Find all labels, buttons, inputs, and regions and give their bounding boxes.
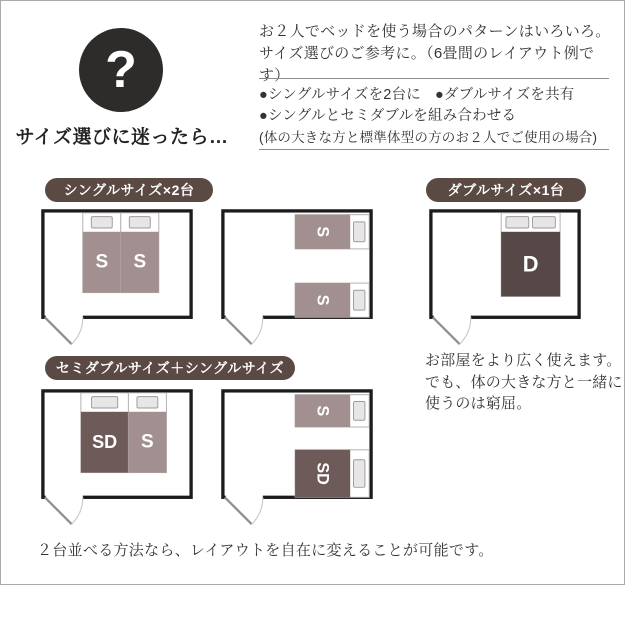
door-leaf (225, 497, 252, 524)
guide-title: サイズ選びに迷ったら… (15, 127, 229, 148)
double-note-line-2: でも、体の大きな方と一緒に (425, 373, 623, 391)
question-mark-icon (79, 28, 163, 112)
intro-line-1: お２人でベッドを使う場合のパターンはいろいろ。 (259, 23, 611, 40)
pillow (137, 397, 158, 408)
bed-single (121, 213, 159, 293)
pillow (354, 222, 365, 242)
door-leaf (45, 497, 72, 524)
pillow (354, 460, 365, 488)
double-note-line-3: 使うのは窮屈。 (425, 395, 532, 412)
divider-top (259, 78, 609, 79)
room-floorplan (429, 209, 581, 352)
door-swing-arc (72, 317, 83, 344)
bullet-double-share: ●ダブルサイズを共有 (434, 87, 575, 103)
pillow (506, 217, 529, 228)
double-size-note (425, 350, 625, 415)
bullet-single-x2: ●シングルサイズを2台に (259, 87, 421, 103)
pillow (354, 290, 365, 310)
room-floorplan (221, 389, 373, 532)
bed-single (295, 395, 369, 427)
bed-label: S (141, 431, 154, 453)
door-swing-arc (252, 497, 263, 524)
label-single-x2: シングルサイズ×2台 (45, 178, 213, 202)
label-semidouble-plus-single: セミダブルサイズ＋シングルサイズ (45, 356, 295, 380)
pillow (92, 397, 118, 408)
bed-label: D (522, 251, 539, 277)
pillow (354, 401, 365, 420)
door-leaf (433, 317, 460, 344)
room-floorplan (41, 389, 193, 532)
floorplan-singles-separated (221, 209, 373, 352)
bed-label: S (313, 226, 332, 238)
intro-line-2: サイズ選びのご参考に。（6畳間のレイアウト例です） (259, 45, 595, 84)
floorplan-semidouble-plus-single-separated (221, 389, 373, 532)
door-leaf (45, 317, 72, 344)
door-swing-arc (252, 317, 263, 344)
bed-label: SD (313, 462, 332, 485)
bed-double (501, 213, 560, 297)
footer-note: ２台並べる方法なら、レイアウトを自在に変えることが可能です。 (37, 542, 494, 559)
bed-single (83, 213, 121, 293)
door-swing-arc (460, 317, 471, 344)
door-swing-arc (72, 497, 83, 524)
floorplan-semidouble-plus-single-side (41, 389, 193, 532)
pillow (91, 217, 112, 228)
bed-semidouble (81, 393, 128, 473)
door-leaf (225, 317, 252, 344)
pillow (533, 217, 556, 228)
floorplan-double-alone (429, 209, 581, 352)
bed-single (295, 215, 369, 249)
double-note-line-1: お部屋をより広く使えます。 (425, 352, 622, 369)
bed-label: S (95, 251, 109, 273)
bed-single (295, 283, 369, 317)
divider-bottom (259, 149, 609, 150)
bed-label: S (133, 251, 147, 273)
floorplan-singles-side-by-side (41, 209, 193, 352)
bed-label: SD (92, 432, 118, 453)
room-floorplan (41, 209, 193, 352)
bed-label: S (313, 294, 332, 306)
bed-semidouble (295, 450, 369, 498)
bed-label: S (313, 405, 332, 417)
question-mark-glyph: ? (105, 41, 137, 99)
room-floorplan (221, 209, 373, 352)
label-double-x1: ダブルサイズ×1台 (426, 178, 586, 202)
bullet-note: (体の大きな方と標準体型の方のお２人でご使用の場合) (259, 130, 598, 145)
bullet-combine: ●シングルとセミダブルを組み合わせる (259, 108, 517, 124)
bed-single (128, 393, 166, 473)
pattern-bullets (259, 85, 614, 148)
pillow (129, 217, 150, 228)
